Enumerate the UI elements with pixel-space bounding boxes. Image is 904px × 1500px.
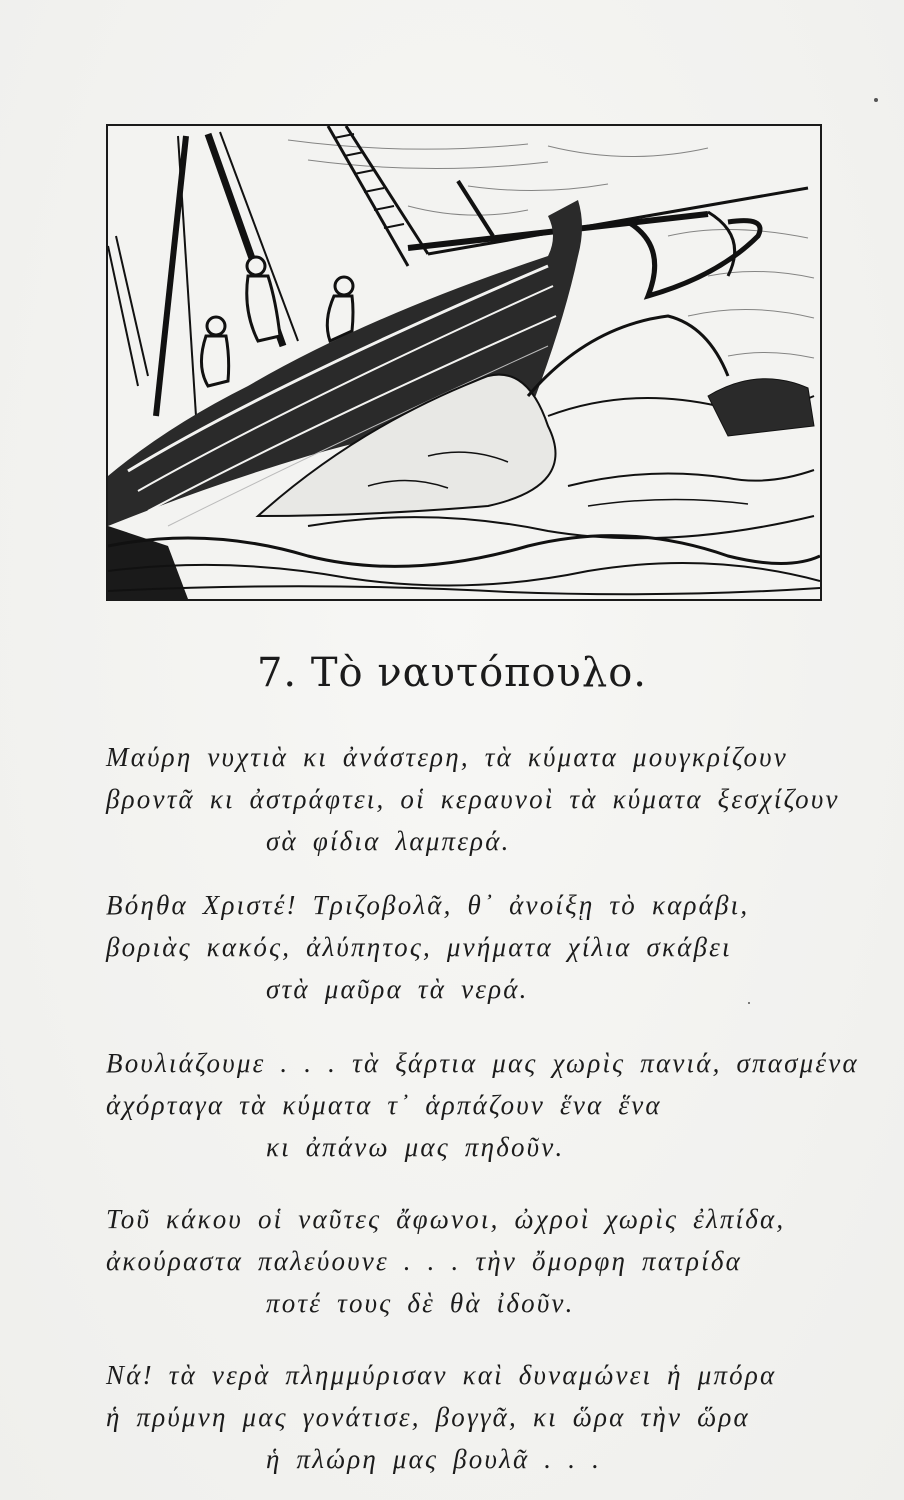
stanza-1 (106, 738, 846, 860)
stanza-line: βροντᾶ κι ἀστράφτει, οἱ κεραυνοὶ τὰ κύματα ξεσχίζουν (106, 784, 840, 814)
paper-speck (874, 98, 878, 102)
stanza-5 (106, 1356, 846, 1478)
stanza-4 (106, 1200, 846, 1322)
stanza-line: κι ἀπάνω μας πηδοῦν. (266, 1132, 565, 1162)
stanza-3 (106, 1044, 859, 1166)
ship-in-storm-illustration (106, 124, 822, 601)
ship-engraving (108, 126, 820, 599)
stanza-line: Τοῦ κάκου οἱ ναῦτες ἄφωνοι, ὠχροὶ χωρὶς ἐλπίδα, (106, 1204, 786, 1234)
stanza-2 (106, 886, 846, 1008)
stanza-line: ποτέ τους δὲ θὰ ἰδοῦν. (266, 1288, 575, 1318)
stanza-line: στὰ μαῦρα τὰ νερά. (266, 974, 529, 1004)
stanza-line: ἡ πρύμνη μας γονάτισε, βογγᾶ, κι ὥρα τὴν ὥρα (106, 1402, 750, 1432)
stanza-line: ἡ πλώρη μας βουλᾶ . . . (266, 1444, 602, 1474)
poem-title: 7. Τὸ ναυτόπουλο. (256, 650, 648, 696)
stanza-line: σὰ φίδια λαμπερά. (266, 826, 511, 856)
stanza-line: Νά! τὰ νερὰ πλημμύρισαν καὶ δυναμώνει ἡ μπόρα (106, 1360, 777, 1390)
stanza-line: ἀχόρταγα τὰ κύματα τ᾽ ἁρπάζουν ἕνα ἕνα (106, 1090, 662, 1120)
paper-speck (748, 1002, 750, 1004)
stanza-line: ἀκούραστα παλεύουνε . . . τὴν ὄμορφη πατρίδα (106, 1246, 742, 1276)
stanza-line: Βουλιάζουμε . . . τὰ ξάρτια μας χωρὶς πανιά, σπασμένα (106, 1048, 859, 1078)
stanza-line: Βόηθα Χριστέ! Τριζοβολᾶ, θ᾽ ἀνοίξῃ τὸ καράβι, (106, 890, 750, 920)
stanza-line: Μαύρη νυχτιὰ κι ἀνάστερη, τὰ κύματα μουγκρίζουν (106, 742, 788, 772)
stanza-line: βοριὰς κακός, ἀλύπητος, μνήματα χίλια σκάβει (106, 932, 732, 962)
